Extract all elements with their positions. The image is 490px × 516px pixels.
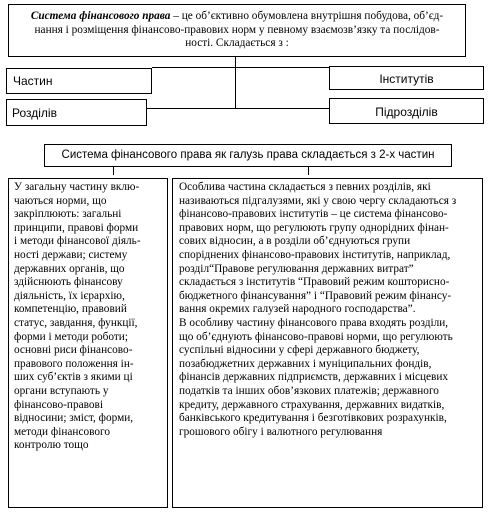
special-line: банківського кредитування і безготівкових розрахунків, xyxy=(179,412,447,425)
general-line: фінансово-правові xyxy=(14,398,103,411)
system-branch-box xyxy=(44,144,452,167)
special-line: складається з інститутів “Правовий режим кошторисно- xyxy=(179,276,450,289)
general-line: чаються норми, що xyxy=(14,194,107,207)
system-branch-text: Система фінансового права як галузь права складається з 2-х частин xyxy=(61,149,435,161)
special-line: називаються підгалузями, які у свою чергу складаються з xyxy=(179,194,457,207)
definition-box xyxy=(8,4,466,57)
special-line: розділ“Правове регулювання державних витрат” xyxy=(179,262,414,275)
general-line: діяльність, їх ієрархію, xyxy=(14,289,125,302)
connector-h-top xyxy=(152,67,329,68)
general-line: принципи, правові форми xyxy=(14,221,139,234)
special-line: суспільні відносини у сфері державного бюджету, xyxy=(179,344,420,357)
general-line: форми і методи роботи; xyxy=(14,330,128,343)
special-part-box xyxy=(172,178,483,508)
definition-term: Система фінансового права xyxy=(30,10,171,22)
general-part-text xyxy=(14,181,164,453)
component-pidrozdiliv xyxy=(329,98,484,124)
definition-text xyxy=(13,10,461,51)
special-line: кредиту, державного страхування, державних видатків, xyxy=(179,398,445,411)
general-line: основні риси фінансово- xyxy=(14,344,133,357)
general-line: державних органів, що xyxy=(14,262,125,275)
special-line: споріднених фінансово-правових інститутів, наприклад, xyxy=(179,248,451,261)
general-line: контролю тощо xyxy=(14,439,89,452)
general-line: ності держави; систему xyxy=(14,248,128,261)
general-line: здійснюють фінансову xyxy=(14,276,123,289)
special-part-text xyxy=(179,181,479,439)
definition-line-3: ності. Складається з : xyxy=(185,37,289,50)
special-line: правових норм, що регулюють групу однорідних фінан- xyxy=(179,221,449,234)
connector-vertical xyxy=(235,57,236,109)
special-line: фінансово-правових інститутів – це система фінансово- xyxy=(179,208,448,221)
general-line: відносини; зміст, форми, xyxy=(14,412,134,425)
component-rozdiliv-label: Розділів xyxy=(12,106,57,120)
general-part-box-visible-main xyxy=(8,178,168,508)
branch-connector-left xyxy=(113,167,114,175)
general-line: правового положення ін- xyxy=(14,357,134,370)
component-rozdiliv xyxy=(6,99,147,126)
general-part-column-box xyxy=(8,175,9,176)
special-line: грошового обігу і валютного регулювання xyxy=(179,425,383,438)
special-line: позабюджетних державних і муніципальних фондів, xyxy=(179,357,432,370)
general-line: У загальну частину вклю- xyxy=(14,181,140,193)
general-line: методи фінансового xyxy=(14,425,111,438)
component-chastyn xyxy=(6,68,152,94)
special-line: вання окремих галузей народного господарства”. xyxy=(179,303,416,316)
general-line: статус, завдання, функції, xyxy=(14,316,138,329)
special-line: податків та інших обов’язкових платежів; державного xyxy=(179,384,439,397)
special-line: що об’єднують фінансово-правові норми, що регулюють xyxy=(179,330,453,343)
component-chastyn-label: Частин xyxy=(13,74,53,88)
component-instytutiv-label: Інститутів xyxy=(379,72,434,86)
special-line: фінансів державних підприємств, державних і місцевих xyxy=(179,371,449,384)
special-line: Особлива частина складається з певних розділів, які xyxy=(179,181,431,193)
general-part-left-final xyxy=(114,176,115,177)
general-line: органи вступають у xyxy=(14,384,109,397)
definition-line-2: нання і розміщення фінансово-правових норм у певному взаємозв’язку та послідов- xyxy=(34,23,440,36)
general-line: закріплюють: загальні xyxy=(14,208,122,221)
general-line: ших суб’єктів з якими ці xyxy=(14,371,133,384)
branch-connector-right xyxy=(308,167,309,175)
special-line: сових відносин, а в розділи об’єднуються групи xyxy=(179,235,411,248)
special-line: В особливу частину фінансового права входять розділи, xyxy=(179,316,449,329)
component-instytutiv xyxy=(329,66,484,90)
definition-line-1: – це об’єктивно обумовлена внутрішня побудова, об’єд- xyxy=(170,10,444,22)
component-pidrozdiliv-label: Підрозділів xyxy=(375,105,438,119)
connector-h-bottom xyxy=(147,108,329,109)
special-line: бюджетного фінансування” і “Правовий режим фінансу- xyxy=(179,289,452,302)
general-line: і методи фінансової діяль- xyxy=(14,235,141,248)
general-line: компетенцію, правовий xyxy=(14,303,127,316)
